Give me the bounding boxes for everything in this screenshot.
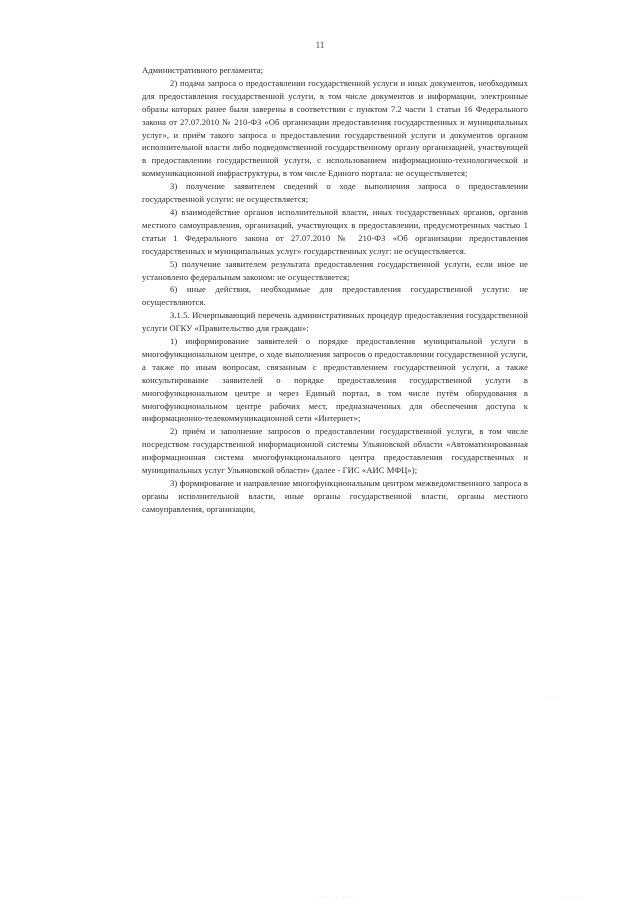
paragraph: 1) информирование заявителей о порядке предоставления муниципальной услуги в многофункциональном центре, о ходе выполнения запросов о предоставлении государственной услуги, а также по иным вопросам, связанным с предоставлением государственной услуги, а также консультирование заявителей о порядке предоставления государственной услуги в многофункциональном центре и через Единый портал, в том числе путём оборудования в многофункциональном центре рабочих мест, предназначенных для обеспечения доступа к информационно-телекоммуникационной сети «Интернет»; <box>142 336 528 424</box>
paragraph: Административного регламента; <box>142 65 264 75</box>
paragraph: 6) иные действия, необходимые для предоставления государственной услуги: не осуществляются. <box>142 284 528 308</box>
paragraph: 4) взаимодействие органов исполнительной власти, иных государственных органов, органов местного самоуправления, организаций, участвующих в предоставлении, предусмотренных частью 1 статьи 1 Федерального закона от 27.07.2010 № 210-ФЗ «Об организации предоставления государственных и муниципальных услуг» государственных услуг: не осуществляется. <box>142 206 528 256</box>
paragraph: 3) получение заявителем сведений о ходе выполнения запроса о предоставлении государственной услуги: не осуществляется; <box>142 181 528 205</box>
paragraph: 5) получение заявителем результата предоставления государственной услуги, если иное не установлено федеральным законом: не осуществляется; <box>142 258 528 282</box>
paragraph: 2) приём и заполнение запросов о предоставлении государственной услуги, в том числе посредством государственной информационной системы Ульяновской области «Автоматизированная информационная система многофункционального центра предоставления государственных и муниципальных услуг Ульяновской области» (далее - ГИС «АИС МФЦ»); <box>142 426 528 476</box>
scan-artifact: . . <box>549 695 556 700</box>
paragraph: 2) подача запроса о предоставлении государственной услуги и иных документов, необходимых для предоставления государственной услуги, в том числе документов и информации, электронные образы которых ранее были заверены в соответствии с пунктом 7.2 части 1 статьи 16 Федерального закона от 27.07.2010 № 210-ФЗ «Об организации предоставления государственных и муниципальных услуг», и приём такого запроса о предоставлении государственной услуги и документов органом исполнительной власти либо подведомственной государственному органу организацией, участвующей в предоставлении государственной услуги, с использованием информационно-технологической и коммуникационной инфраструктуры, в том числе Единого портала: не осуществляется; <box>142 77 528 179</box>
paragraph: 3) формирование и направление многофункциональным центром межведомственного запроса в органы исполнительной власти, иные органы государственной власти, органы местного самоуправления, организации, <box>142 478 528 514</box>
scan-artifact: . . . . . <box>561 894 582 899</box>
scan-artifact: . . . . <box>342 894 358 899</box>
document-body <box>142 64 528 516</box>
page-number: 11 <box>315 40 325 50</box>
scan-artifact: . . . . . <box>318 894 339 899</box>
paragraph: 3.1.5. Исчерпывающий перечень административных процедур предоставления государственной услуги ОГКУ «Правительство для граждан»: <box>142 310 528 334</box>
